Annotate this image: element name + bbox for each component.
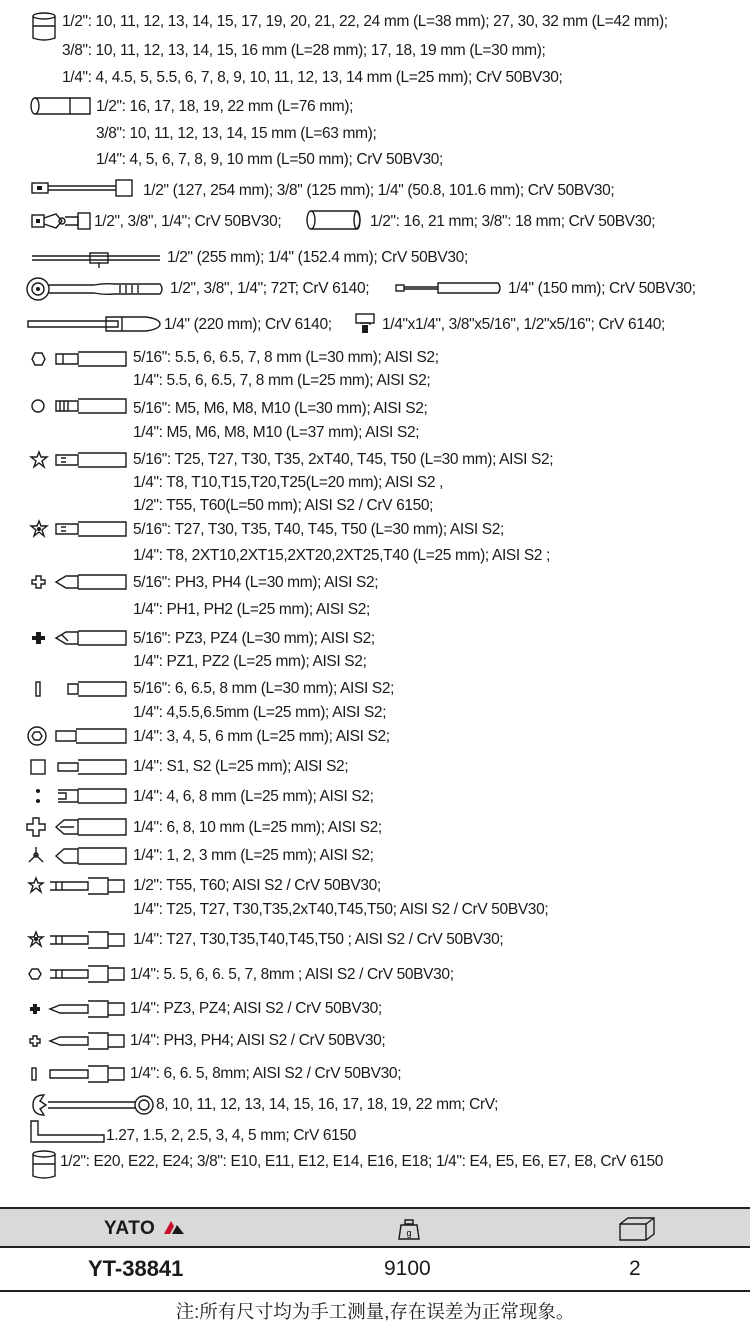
spec-line: 1/4": T25, T27, T30,T35,2xT40,T45,T50; AISI S2 / CrV 50BV30;: [133, 901, 549, 918]
spec-line: 1/2": T55, T60(L=50 mm); AISI S2 / CrV 6150;: [133, 497, 434, 514]
spec-line: 1/4": 4, 5, 6, 7, 8, 9, 10 mm (L=50 mm); CrV 50BV30;: [96, 151, 443, 168]
spec-line: 1/2", 3/8", 1/4"; 72T; CrV 6140;: [170, 280, 370, 297]
box-icon: [618, 1216, 656, 1247]
spec-line: 1/4": 1, 2, 3 mm (L=25 mm); AISI S2;: [133, 847, 374, 864]
weight-icon: [398, 1217, 420, 1246]
square-bit-icon: [28, 756, 128, 778]
t-bar-icon: [30, 247, 162, 269]
torx-bit-icon: [28, 449, 128, 471]
flat-bit-socket-icon: [26, 1062, 126, 1086]
spec-line: 1/2" (127, 254 mm); 3/8" (125 mm); 1/4" (50.8, 101.6 mm); CrV 50BV30;: [143, 182, 615, 199]
spline-bit-icon: [28, 395, 128, 417]
spec-line: 1/4"x1/4", 3/8"x5/16", 1/2"x5/16"; CrV 6140;: [382, 316, 666, 333]
ratchet-icon: [24, 276, 166, 302]
hex-socket-bit-icon: [26, 724, 128, 748]
sliding-bar-icon: [26, 313, 162, 335]
table-row: [0, 1248, 750, 1292]
extension-bar-icon: [30, 179, 134, 197]
combination-wrench-icon: [30, 1092, 158, 1118]
spec-line: 1/4": T27, T30,T35,T40,T45,T50 ; AISI S2 / CrV 50BV30;: [133, 931, 504, 948]
hex-bit-socket-icon: [26, 962, 126, 986]
spec-line: 5/16": T25, T27, T30, T35, 2xT40, T45, T50 (L=30 mm); AISI S2;: [133, 451, 554, 468]
spec-line: 5/16": T27, T30, T35, T40, T45, T50 (L=30 mm); AISI S2;: [133, 521, 504, 538]
measurement-note: 注:所有尺寸均为手工测量,存在误差为正常现象。: [175, 1301, 575, 1322]
spec-line: 1.27, 1.5, 2, 2.5, 3, 4, 5 mm; CrV 6150: [106, 1127, 356, 1144]
brand-name: YATO: [104, 1218, 156, 1239]
spec-line: 1/4": PZ1, PZ2 (L=25 mm); AISI S2;: [133, 653, 367, 670]
phillips-bit-socket-icon: [26, 1029, 126, 1053]
spec-line: 3/8": 10, 11, 12, 13, 14, 15 mm (L=63 mm);: [96, 125, 377, 142]
spec-line: 1/4": 6, 6. 5, 8mm; AISI S2 / CrV 50BV30;: [130, 1065, 402, 1082]
quantity-value: 2: [629, 1257, 641, 1280]
deep-socket-icon: [30, 96, 92, 116]
tri-wing-bit-icon: [24, 844, 128, 868]
spec-line: 1/4": PH3, PH4; AISI S2 / CrV 50BV30;: [130, 1032, 386, 1049]
spec-line: 1/4": 3, 4, 5, 6 mm (L=25 mm); AISI S2;: [133, 728, 390, 745]
spec-line: 5/16": PZ3, PZ4 (L=30 mm); AISI S2;: [133, 630, 375, 647]
pozidriv-bit-socket-icon: [26, 997, 126, 1021]
spec-line: 1/4" (150 mm); CrV 50BV30;: [508, 280, 696, 297]
weight-unit: g: [406, 1228, 412, 1238]
spec-line: 1/4": 6, 8, 10 mm (L=25 mm); AISI S2;: [133, 819, 382, 836]
spinner-handle-icon: [394, 280, 504, 296]
spec-line: 1/4": 4, 6, 8 mm (L=25 mm); AISI S2;: [133, 788, 374, 805]
spec-line: 1/4": 5. 5, 6, 6. 5, 7, 8mm ; AISI S2 / CrV 50BV30;: [130, 966, 454, 983]
spec-line: 3/8": 10, 11, 12, 13, 14, 15, 16 mm (L=28 mm); 17, 18, 19 mm (L=30 mm);: [62, 42, 546, 59]
tamper-torx-bit-icon: [28, 518, 128, 540]
brand-logo: [104, 1218, 185, 1240]
spec-line: 1/4": T8, 2XT10,2XT15,2XT20,2XT25,T40 (L=25 mm); AISI S2 ;: [133, 547, 550, 564]
spec-line: 1/4": S1, S2 (L=25 mm); AISI S2;: [133, 758, 349, 775]
spec-line: 1/2": 16, 21 mm; 3/8": 18 mm; CrV 50BV30;: [370, 213, 656, 230]
spec-line: 5/16": M5, M6, M8, M10 (L=30 mm); AISI S2;: [133, 400, 428, 417]
spec-line: 5/16": PH3, PH4 (L=30 mm); AISI S2;: [133, 574, 379, 591]
spec-line: 1/2" (255 mm); 1/4" (152.4 mm); CrV 50BV30;: [167, 249, 468, 266]
pozidriv-bit-icon: [28, 627, 128, 649]
spec-line: 1/2": 16, 17, 18, 19, 22 mm (L=76 mm);: [96, 98, 354, 115]
spec-line: 1/4": 5.5, 6, 6.5, 7, 8 mm (L=25 mm); AISI S2;: [133, 372, 431, 389]
spec-line: 5/16": 6, 6.5, 8 mm (L=30 mm); AISI S2;: [133, 680, 395, 697]
torx-bit-socket-icon: [26, 874, 126, 898]
spec-line: 5/16": 5.5, 6, 6.5, 7, 8 mm (L=30 mm); AISI S2;: [133, 349, 439, 366]
spec-line: 1/2": 10, 11, 12, 13, 14, 15, 17, 19, 20, 21, 22, 24 mm (L=38 mm); 27, 30, 32 mm (L=42 mm);: [62, 13, 668, 30]
spec-line: 1/2", 3/8", 1/4"; CrV 50BV30;: [94, 213, 282, 230]
hex-bit-icon: [28, 348, 128, 370]
spec-line: 1/2": T55, T60; AISI S2 / CrV 50BV30;: [133, 877, 381, 894]
spec-line: 1/4": M5, M6, M8, M10 (L=37 mm); AISI S2;: [133, 424, 420, 441]
cross-bit-icon: [24, 815, 128, 839]
spark-plug-socket-icon: [305, 208, 365, 232]
yato-logo-icon: [163, 1219, 185, 1235]
tamper-torx-bit-socket-icon: [26, 928, 126, 952]
flat-bit-icon: [28, 678, 128, 700]
phillips-bit-icon: [28, 571, 128, 593]
spec-line: 1/4": T8, T10,T15,T20,T25(L=20 mm); AISI S2 ,: [133, 474, 444, 491]
weight-value: 9100: [384, 1257, 431, 1280]
spec-line: 1/2": E20, E22, E24; 3/8": E10, E11, E12, E14, E16, E18; 1/4": E4, E5, E6, E7, E8, CrV 6150: [60, 1153, 664, 1170]
adapter-icon: [354, 312, 376, 336]
spec-line: 1/4": PZ3, PZ4; AISI S2 / CrV 50BV30;: [130, 1000, 382, 1017]
spec-line: 1/4": 4,5.5,6.5mm (L=25 mm); AISI S2;: [133, 704, 387, 721]
spec-line: 1/4" (220 mm); CrV 6140;: [164, 316, 332, 333]
universal-joint-icon: [30, 210, 92, 232]
hex-key-icon: [28, 1118, 108, 1144]
socket-icon: [30, 12, 58, 42]
spanner-bit-icon: [28, 785, 128, 807]
spec-line: 1/4": PH1, PH2 (L=25 mm); AISI S2;: [133, 601, 370, 618]
spec-line: 1/4": 4, 4.5, 5, 5.5, 6, 7, 8, 9, 10, 11, 12, 13, 14 mm (L=25 mm); CrV 50BV30;: [62, 69, 563, 86]
spec-line: 8, 10, 11, 12, 13, 14, 15, 16, 17, 18, 19, 22 mm; CrV;: [156, 1096, 499, 1113]
table-header: [0, 1207, 750, 1248]
e-torx-socket-icon: [30, 1150, 58, 1180]
model-number: YT-38841: [88, 1256, 184, 1281]
